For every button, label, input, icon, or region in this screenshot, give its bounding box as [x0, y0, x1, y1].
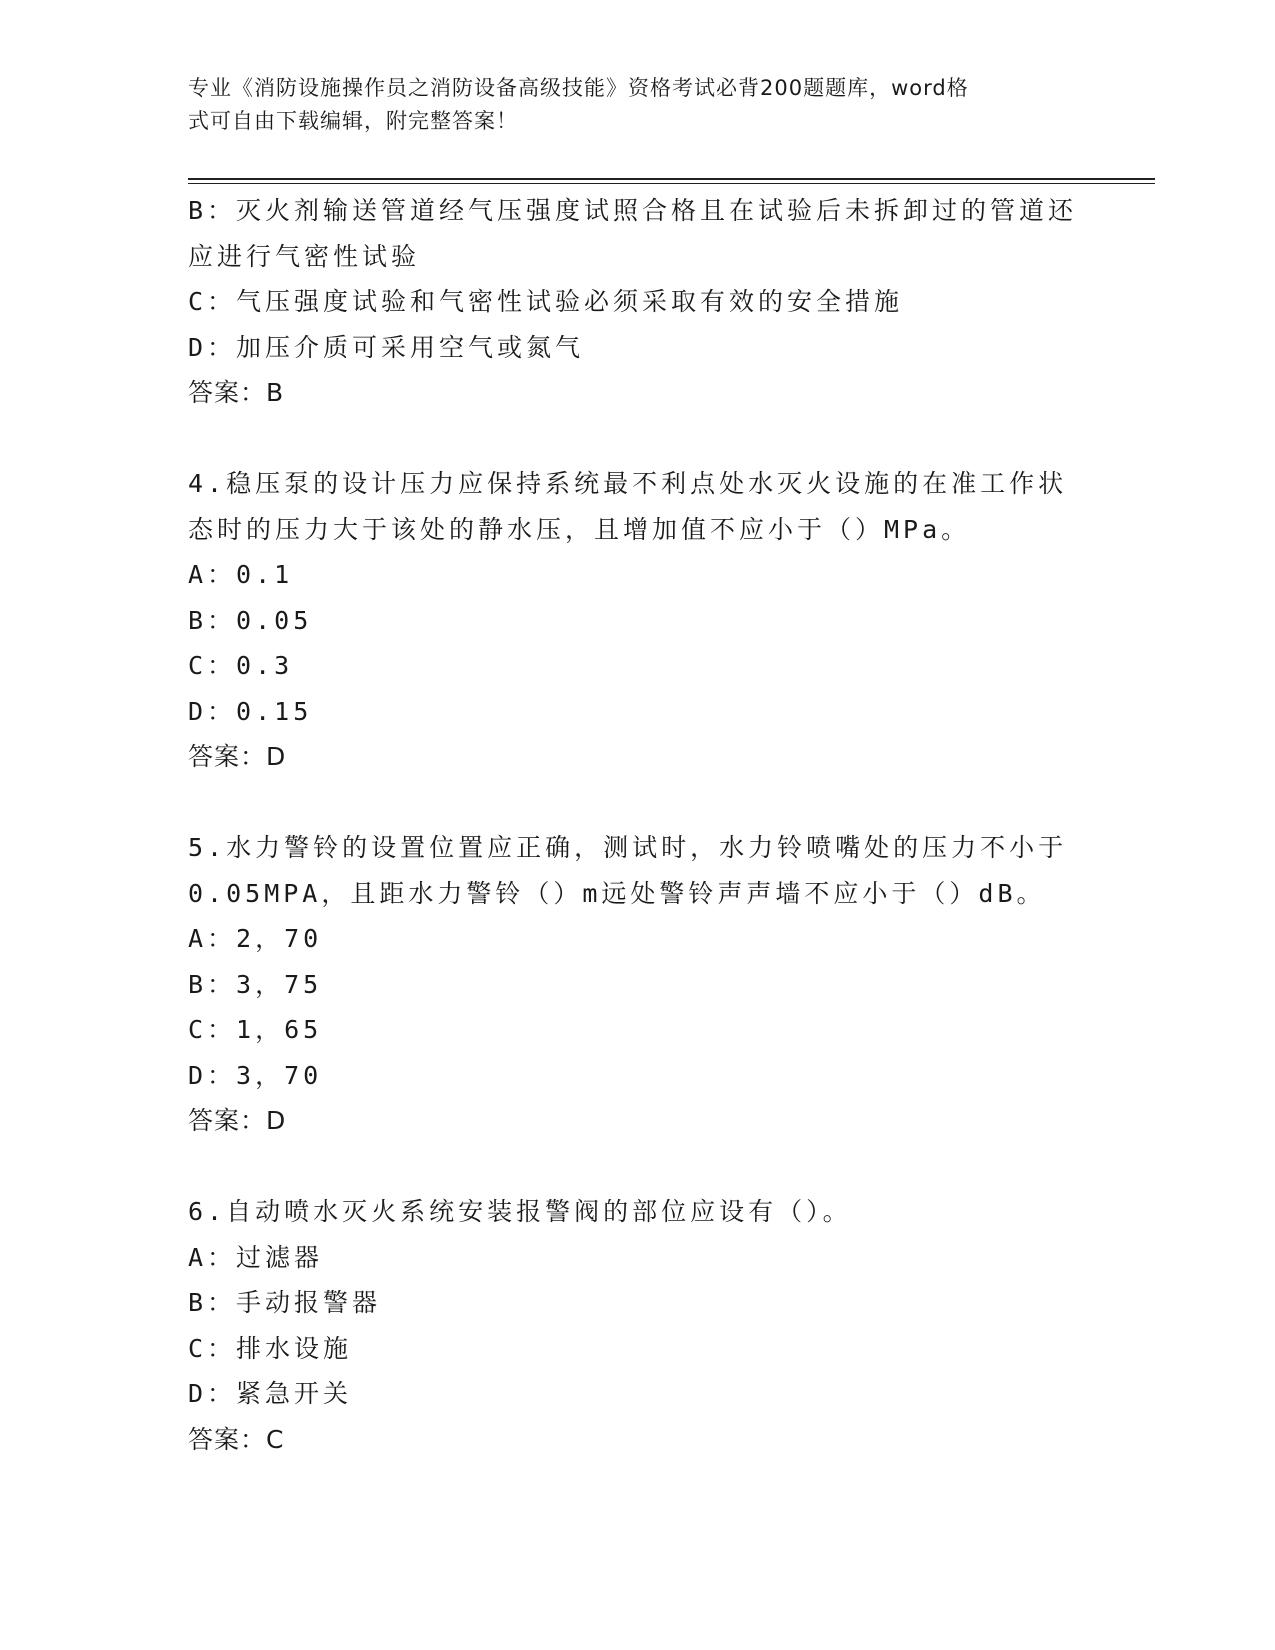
spacer [188, 1144, 1088, 1190]
question-stem-line-1: 4.稳压泵的设计压力应保持系统最不利点处水灭火设施的在准工作状 [188, 469, 1068, 498]
answer-line: 答案：D [188, 742, 287, 771]
question-stem-line-1: 6.自动喷水灭火系统安装报警阀的部位应设有（）。 [188, 1197, 852, 1226]
option-b: B：手动报警器 [188, 1288, 382, 1317]
question-stem-line-2: 态时的压力大于该处的静水压，且增加值不应小于（）MPa。 [188, 514, 971, 544]
option-c: C：气压强度试验和气密性试验必须采取有效的安全措施 [188, 287, 904, 316]
question-5 [188, 825, 1088, 1144]
header-divider-thin [188, 183, 1155, 184]
header-line-1: 专业《消防设施操作员之消防设备高级技能》资格考试必背200题题库，word格 [188, 76, 969, 100]
question-stem-line-2: 0.05MPA，且距水力警铃（）m远处警铃声声墙不应小于（）dB。 [188, 878, 1046, 908]
option-a: A：过滤器 [188, 1242, 324, 1272]
option-a: A：0.1 [188, 560, 294, 589]
question-stem-line-1: 5.水力警铃的设置位置应正确，测试时，水力铃喷嘴处的压力不小于 [188, 833, 1068, 862]
option-c: C：排水设施 [188, 1333, 353, 1363]
question-4 [188, 461, 1088, 780]
option-d: D：3，70 [188, 1060, 323, 1090]
spacer [188, 416, 1088, 462]
question-3-tail [188, 188, 1088, 416]
document-header [188, 72, 1088, 138]
spacer [188, 780, 1088, 826]
answer-line: 答案：B [188, 378, 285, 407]
answer-line: 答案：C [188, 1424, 285, 1454]
header-line-2: 式可自由下载编辑，附完整答案！ [188, 109, 518, 133]
option-d: D：0.15 [188, 696, 313, 726]
option-a: A：2，70 [188, 924, 323, 953]
answer-line: 答案：D [188, 1106, 287, 1135]
option-b-line-2: 应进行气密性试验 [188, 241, 421, 271]
option-b: B：3，75 [188, 969, 323, 999]
question-content [188, 188, 1088, 1462]
option-c: C：1，65 [188, 1015, 323, 1044]
header-divider-thick [188, 178, 1155, 180]
option-b-line-1: B：灭火剂输送管道经气压强度试照合格且在试验后未拆卸过的管道还 [188, 196, 1078, 225]
option-b: B：0.05 [188, 605, 313, 635]
option-d: D：加压介质可采用空气或氮气 [188, 332, 585, 362]
option-c: C：0.3 [188, 651, 294, 680]
option-d: D：紧急开关 [188, 1379, 353, 1408]
question-6 [188, 1189, 1088, 1462]
